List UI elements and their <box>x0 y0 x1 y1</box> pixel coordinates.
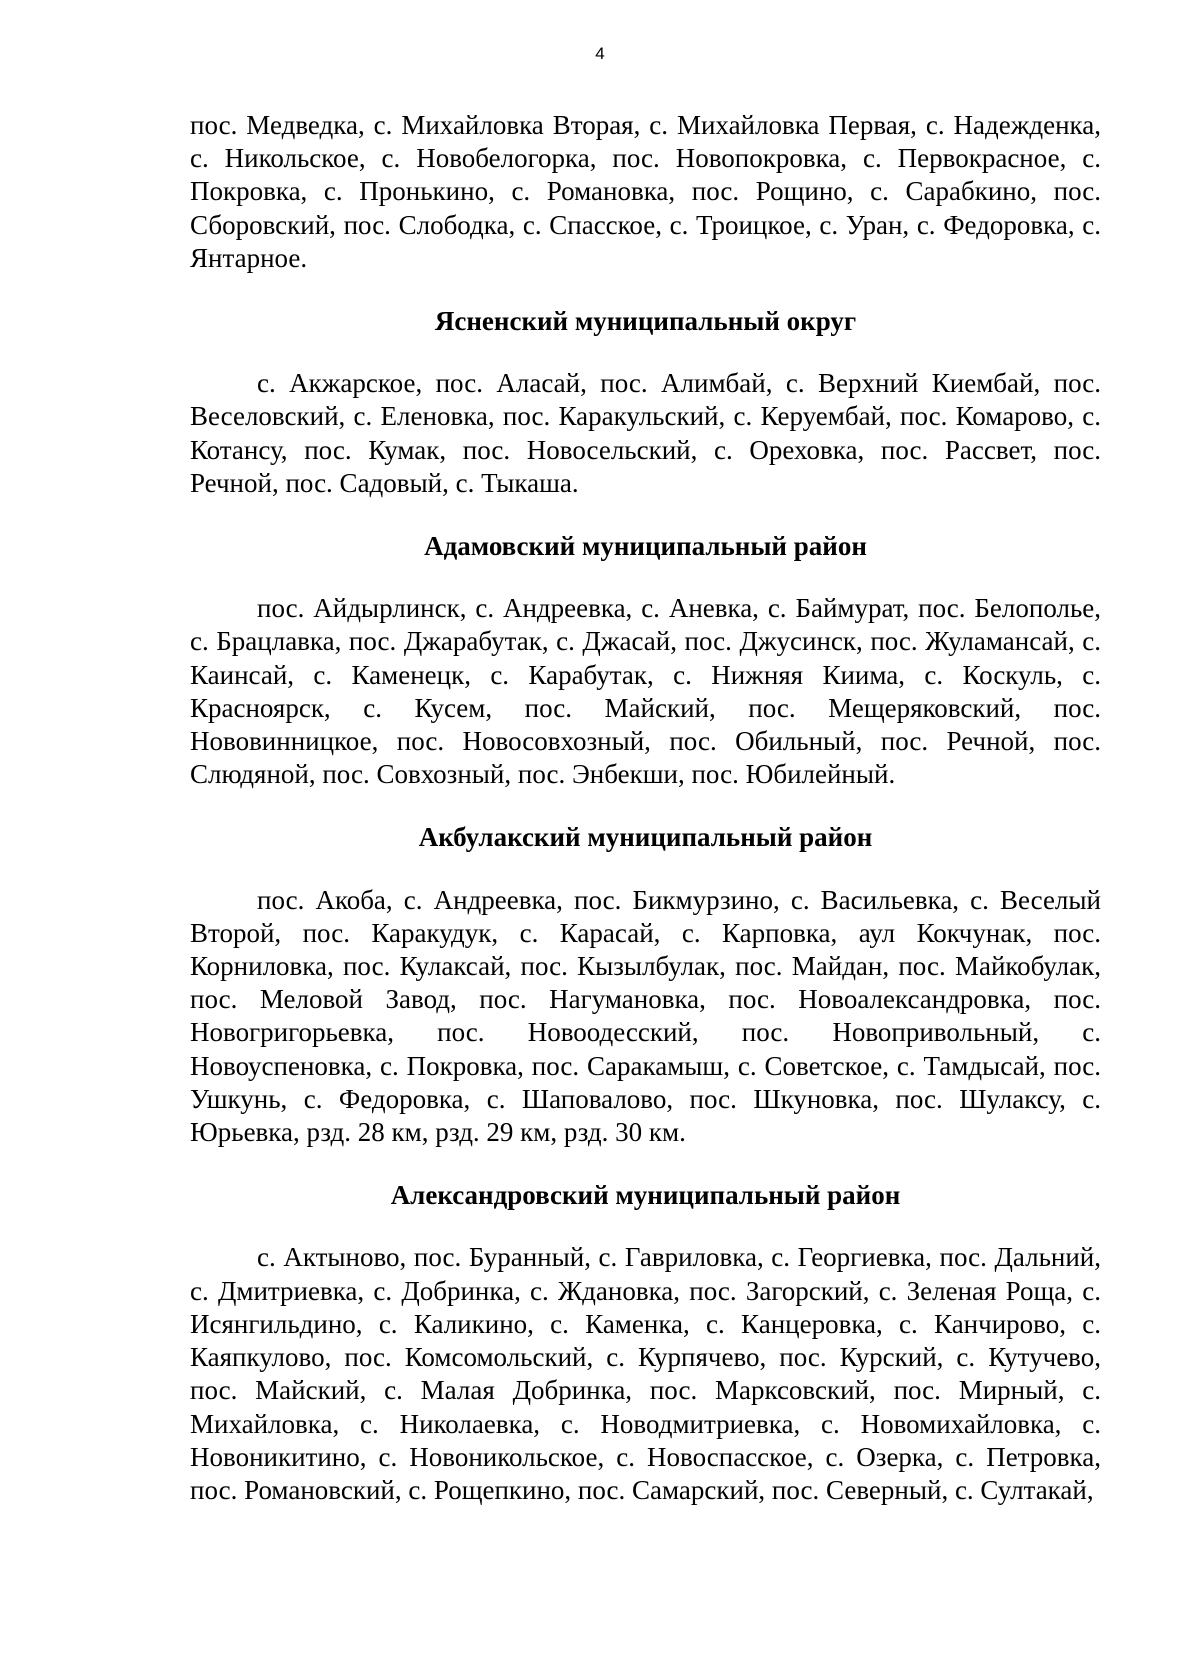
settlement-list-adamovsky: пос. Айдырлинск, с. Андреевка, с. Аневка, с. Баймурат, пос. Белополье, с. Брацлавка, пос. Джарабутак, с. Джасай, пос. Джусинск, пос. Жуламансай, с. Каинсай, с. Каменецк, с. Карабутак, с. Нижняя Киима, с. Коскуль, с. Красноярск, с. Кусем, пос. Майский, пос. Мещеряковский, пос. Нововинницкое, пос. Новосовхозный, пос. Обильный, пос. Речной, пос. Слюдяной, пос. Совхозный, пос. Энбекши, пос. Юбилейный. <box>190 593 1101 790</box>
settlement-list-continued: пос. Медведка, с. Михайловка Вторая, с. Михайловка Первая, с. Надежденка, с. Никольское, с. Новобелогорка, пос. Новопокровка, с. Первокрасное, с. Покровка, с. Пронькино, с. Романовка, пос. Рощино, с. Сарабкино, пос. Сборовский, пос. Слободка, с. Спасское, с. Троицкое, с. Уран, с. Федоровка, с. Янтарное. <box>190 110 1101 273</box>
section-heading-adamovsky: Адамовский муниципальный район <box>424 531 867 562</box>
settlement-list-alexandrovsky: с. Актыново, пос. Буранный, с. Гавриловка, с. Георгиевка, пос. Дальний, с. Дмитриевка, с. Добринка, с. Ждановка, пос. Загорский, с. Зеленая Роща, с. Исянгильдино, с. Каликино, с. Каменка, с. Канцеровка, с. Канчирово, с. Каяпкулово, пос. Комсомольский, с. Курпячево, пос. Курский, с. Кутучево, пос. Майский, с. Малая Добринка, пос. Марксовский, пос. Мирный, с. Михайловка, с. Николаевка, с. Новодмитриевка, с. Новомихайловка, с. Новоникитино, с. Новоникольское, с. Новоспасское, с. Озерка, с. Петровка, пос. Романовский, с. Рощепкино, пос. Самарский, пос. Северный, с. Султакай, <box>190 1242 1101 1505</box>
settlement-list-akbulaksky: пос. Акоба, с. Андреевка, пос. Бикмурзино, с. Васильевка, с. Веселый Второй, пос. Каракудук, с. Карасай, с. Карповка, аул Кокчунак, пос. Корниловка, пос. Кулаксай, пос. Кызылбулак, пос. Майдан, пос. Майкобулак, пос. Меловой Завод, пос. Нагумановка, пос. Новоалександровка, пос. Новогригорьевка, пос. Новоодесский, пос. Новопривольный, с. Новоуспеновка, с. Покровка, пос. Саракамыш, с. Советское, с. Тамдысай, пос. Ушкунь, с. Федоровка, с. Шаповалово, пос. Шкуновка, пос. Шулаксу, с. Юрьевка, рзд. 28 км, рзд. 29 км, рзд. 30 км. <box>190 884 1101 1148</box>
section-heading-akbulaksky: Акбулакский муниципальный район <box>418 822 873 853</box>
document-body <box>190 109 1101 1507</box>
page-number: 4 <box>595 44 605 63</box>
section-heading-alexandrovsky: Александровский муниципальный район <box>390 1180 901 1211</box>
section-heading-yasnensky: Ясненский муниципальный округ <box>434 306 857 337</box>
settlement-list-yasnensky: с. Акжарское, пос. Аласай, пос. Алимбай, с. Верхний Киембай, пос. Веселовский, с. Еленовка, пос. Каракульский, с. Керуембай, пос. Комарово, с. Котансу, пос. Кумак, пос. Новосельский, с. Ореховка, пос. Рассвет, пос. Речной, пос. Садовый, с. Тыкаша. <box>190 368 1101 498</box>
